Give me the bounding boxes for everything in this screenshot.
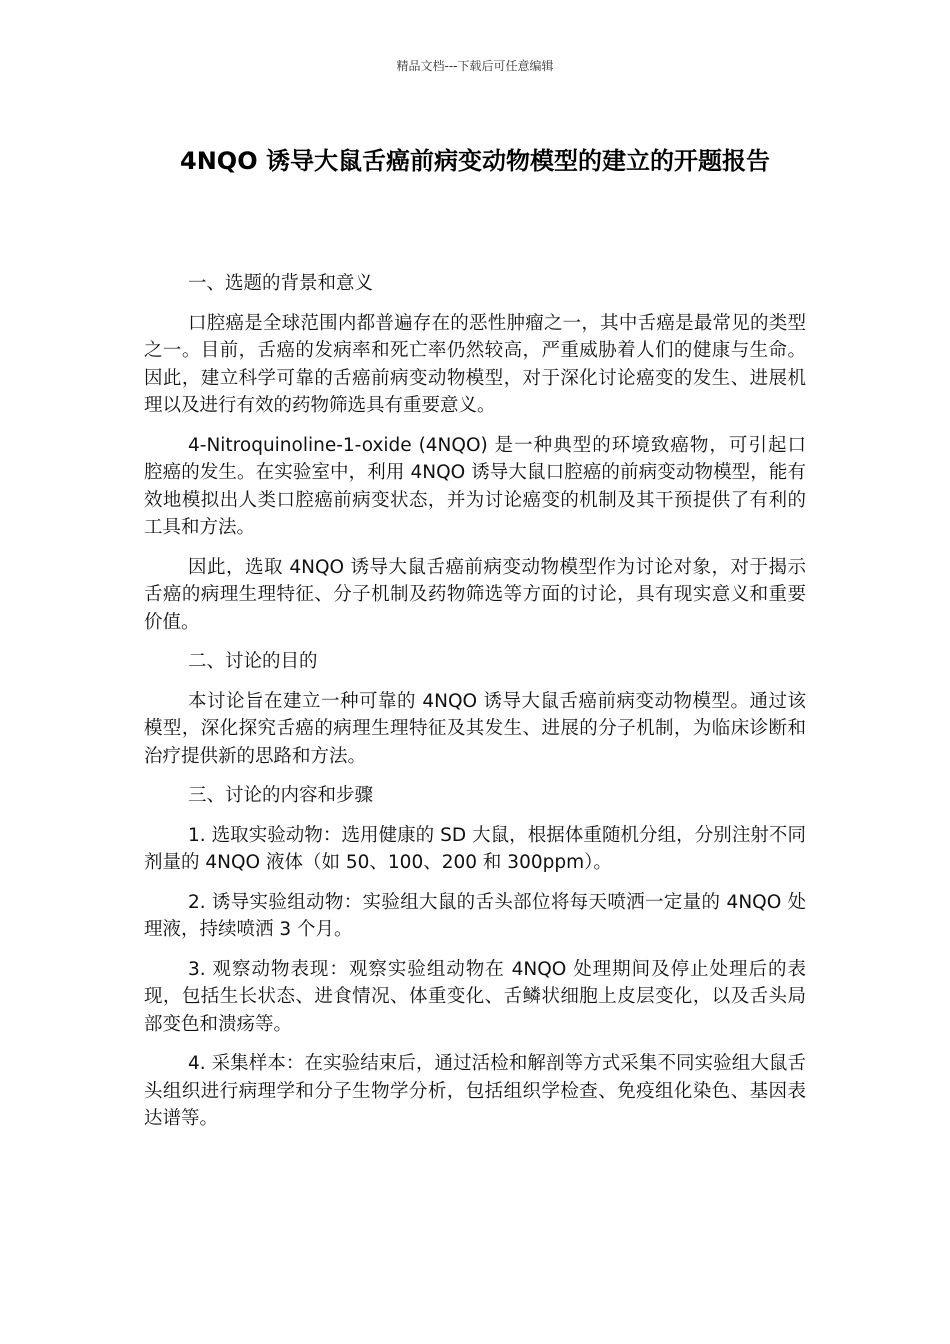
paragraph-purpose-1: 本讨论旨在建立一种可靠的 4NQO 诱导大鼠舌癌前病变动物模型。通过该模型，深化探究舌癌的病理生理特征及其发生、进展的分子机制，为临床诊断和治疗提供新的思路和方法。 [144,690,806,767]
step-item-3: 3. 观察动物表现：观察实验组动物在 4NQO 处理期间及停止处理后的表现，包括生长状态、进食情况、体重变化、舌鳞状细胞上皮层变化，以及舌头局部变色和溃疡等。 [144,958,806,1035]
paragraph-background-1: 口腔癌是全球范围内都普遍存在的恶性肿瘤之一，其中舌癌是最常见的类型之一。目前，舌癌的发病率和死亡率仍然较高，严重威胁着人们的健康与生命。因此，建立科学可靠的舌癌前病变动物模型，对于深化讨论癌变的发生、进展机理以及进行有效的药物筛选具有重要意义。 [144,312,806,416]
section-heading-content-steps: 三、讨论的内容和步骤 [188,785,374,806]
page-header-note: 精品文档---下载后可任意编辑 [396,59,554,73]
step-item-1: 1. 选取实验动物：选用健康的 SD 大鼠，根据体重随机分组，分别注射不同剂量的 4NQO 液体（如 50、100、200 和 300ppm）。 [144,824,806,873]
paragraph-background-3: 因此，选取 4NQO 诱导大鼠舌癌前病变动物模型作为讨论对象，对于揭示舌癌的病理生理特征、分子机制及药物筛选等方面的讨论，具有现实意义和重要价值。 [144,556,806,633]
section-heading-background: 一、选题的背景和意义 [188,273,374,294]
section-heading-purpose: 二、讨论的目的 [188,651,318,672]
document-body [144,270,806,1145]
paragraph-background-2: 4-Nitroquinoline-1-oxide (4NQO) 是一种典型的环境致癌物，可引起口腔癌的发生。在实验室中，利用 4NQO 诱导大鼠口腔癌的前病变动物模型，能有效地模拟出人类口腔癌前病变状态，并为讨论癌变的机制及其干预提供了有利的工具和方法。 [144,434,806,538]
document-title: 4NQO 诱导大鼠舌癌前病变动物模型的建立的开题报告 [180,147,770,175]
step-item-4: 4. 采集样本：在实验结束后，通过活检和解剖等方式采集不同实验组大鼠舌头组织进行病理学和分子生物学分析，包括组织学检查、免疫组化染色、基因表达谱等。 [144,1053,806,1129]
step-item-2: 2. 诱导实验组动物：实验组大鼠的舌头部位将每天喷洒一定量的 4NQO 处理液，持续喷洒 3 个月。 [144,891,806,940]
